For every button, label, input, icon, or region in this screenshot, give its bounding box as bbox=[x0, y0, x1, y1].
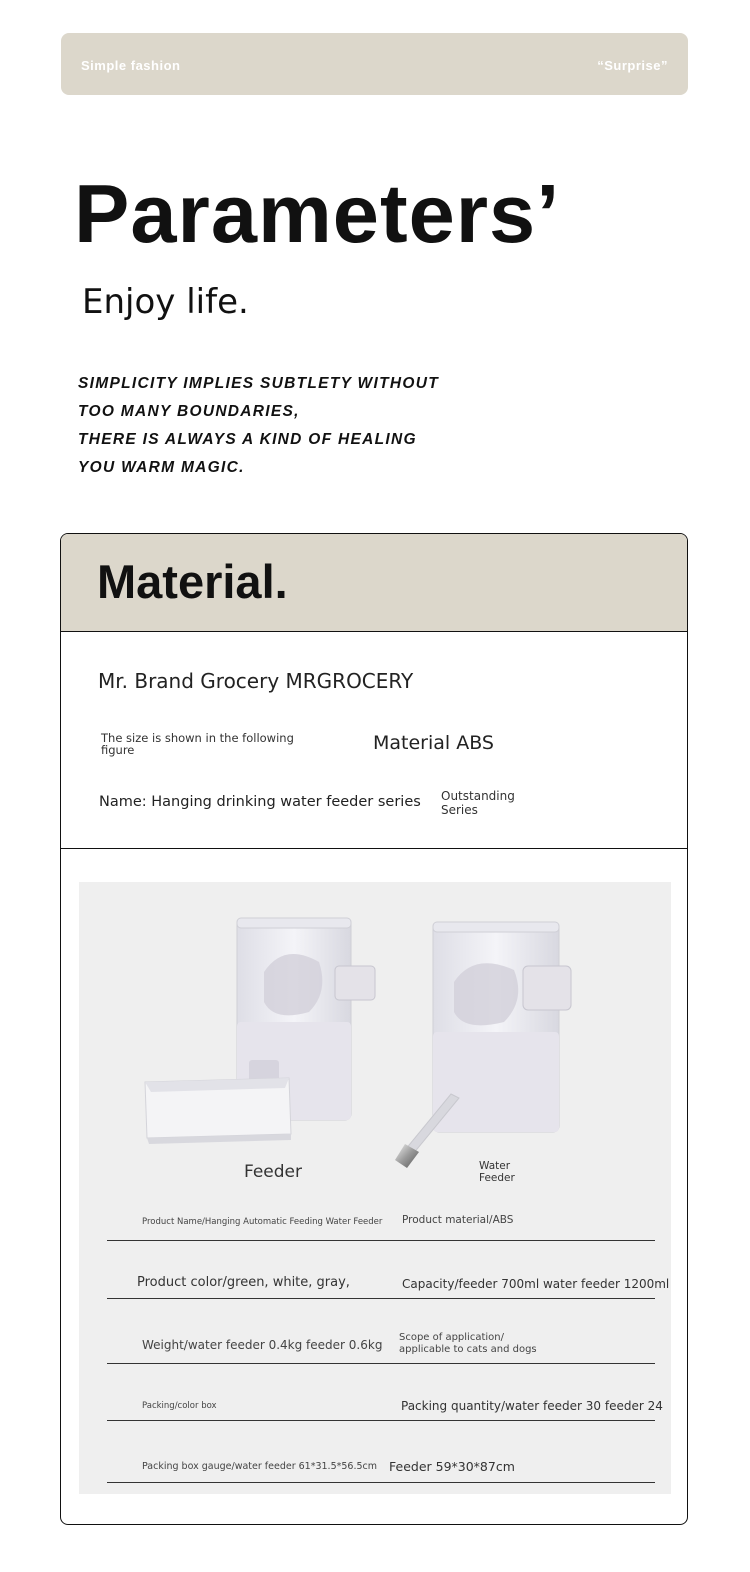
feeder-illustration bbox=[145, 918, 375, 1144]
product-name-text: Name: Hanging drinking water feeder series bbox=[99, 794, 421, 810]
spec-packing-quantity: Packing quantity/water feeder 30 feeder 24 bbox=[401, 1399, 663, 1413]
product-illustration bbox=[79, 882, 671, 1182]
spec-rule bbox=[397, 1420, 655, 1421]
spec-rule bbox=[107, 1298, 655, 1299]
series-text: Outstanding Series bbox=[441, 789, 515, 817]
size-note: The size is shown in the following figure bbox=[101, 731, 294, 757]
spec-rule bbox=[107, 1240, 655, 1241]
spec-rule bbox=[107, 1420, 397, 1421]
material-card bbox=[60, 533, 688, 1525]
water-feeder-illustration bbox=[395, 922, 571, 1168]
spec-product-name: Product Name/Hanging Automatic Feeding Water Feeder bbox=[142, 1217, 383, 1227]
spec-packing: Packing/color box bbox=[142, 1401, 217, 1411]
material-card-header bbox=[61, 534, 687, 632]
slogan-block bbox=[78, 370, 439, 482]
spec-capacity: Capacity/feeder 700ml water feeder 1200ml bbox=[402, 1277, 670, 1291]
banner-right-text: “Surprise” bbox=[597, 58, 668, 73]
slogan-line: TOO MANY BOUNDARIES, bbox=[78, 403, 300, 420]
spec-box-gauge: Packing box gauge/water feeder 61*31.5*56.5cm bbox=[142, 1461, 377, 1472]
material-text: Material ABS bbox=[373, 732, 494, 754]
product-photo-panel bbox=[79, 882, 671, 1494]
spec-weight: Weight/water feeder 0.4kg feeder 0.6kg bbox=[142, 1338, 383, 1352]
material-title: Material. bbox=[97, 555, 288, 608]
card-divider bbox=[61, 848, 687, 849]
top-banner bbox=[61, 33, 688, 95]
page-subheading: Enjoy life. bbox=[82, 282, 249, 322]
feeder-label: Feeder bbox=[244, 1162, 303, 1182]
slogan-line: THERE IS ALWAYS A KIND OF HEALING bbox=[78, 431, 417, 448]
spec-scope-line1: Scope of application/ bbox=[399, 1332, 504, 1343]
spec-rule bbox=[107, 1363, 655, 1364]
banner-left-text: Simple fashion bbox=[81, 58, 181, 73]
slogan-line: YOU WARM MAGIC. bbox=[78, 459, 245, 476]
brand-text: Mr. Brand Grocery MRGROCERY bbox=[98, 669, 414, 693]
spec-rule bbox=[107, 1482, 655, 1483]
spec-feeder-box: Feeder 59*30*87cm bbox=[389, 1459, 515, 1474]
spec-scope-line2: applicable to cats and dogs bbox=[399, 1344, 537, 1355]
page-headline: Parameters’ bbox=[74, 167, 561, 260]
slogan-line: SIMPLICITY IMPLIES SUBTLETY WITHOUT bbox=[78, 375, 439, 392]
spec-product-color: Product color/green, white, gray, bbox=[137, 1275, 350, 1290]
water-feeder-label: Water Feeder bbox=[479, 1160, 515, 1184]
spec-product-material: Product material/ABS bbox=[402, 1214, 514, 1226]
